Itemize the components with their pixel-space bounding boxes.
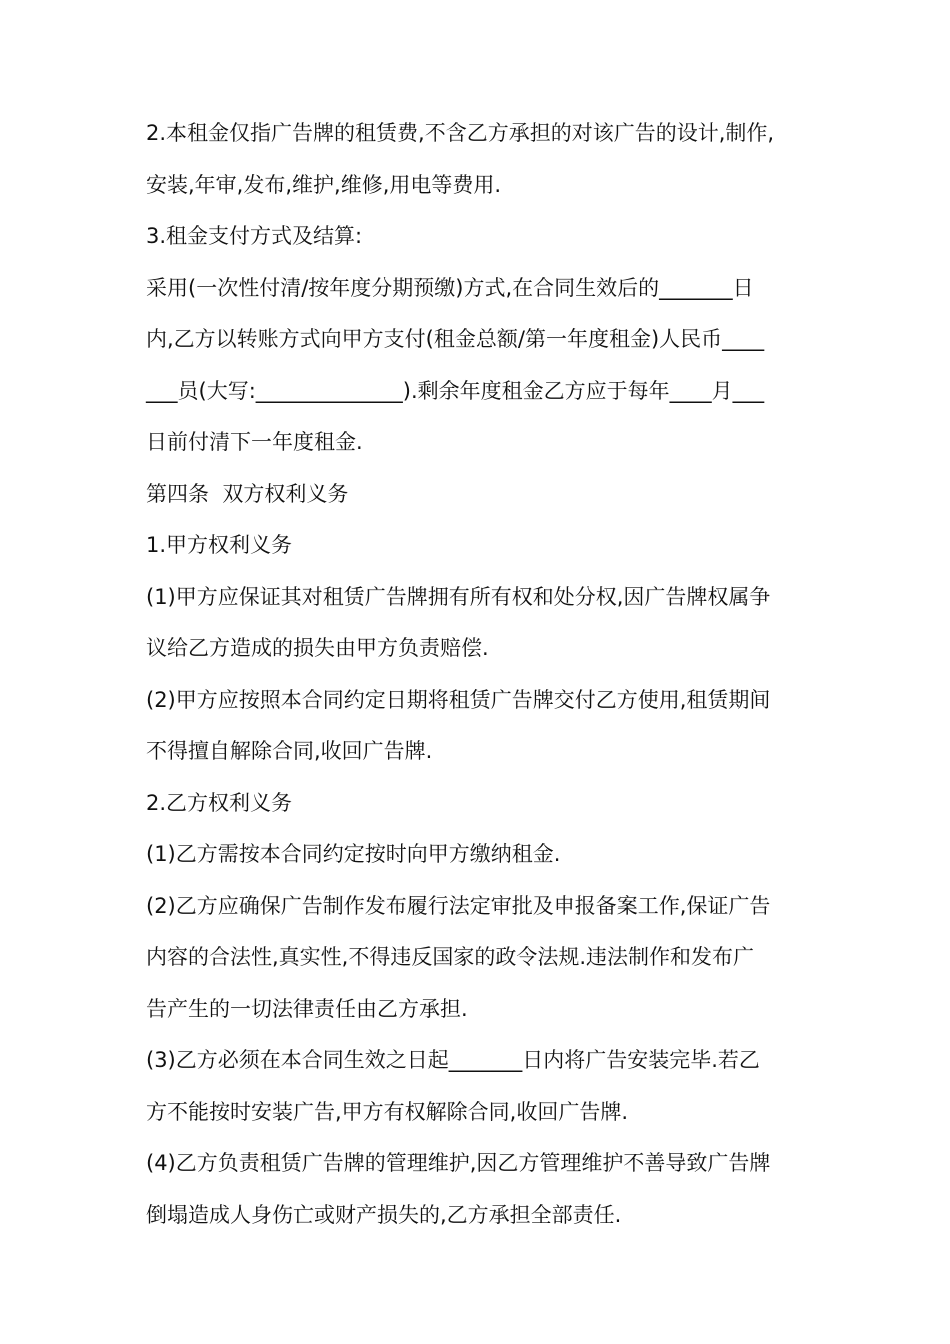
section-heading: 第四条 双方权利义务	[146, 481, 349, 506]
text-line: 2.本租金仅指广告牌的租赁费,不含乙方承担的对该广告的设计,制作,	[146, 121, 775, 145]
document-body	[146, 108, 810, 1241]
subsection-heading: 1.甲方权利义务	[146, 533, 293, 557]
text-line: 内容的合法性,真实性,不得违反国家的政令法规.违法制作和发布广	[146, 945, 755, 969]
text-line: ___员(大写:______________).剩余年度租金乙方应于每年____月___	[146, 378, 765, 403]
text-line: 议给乙方造成的损失由甲方负责赔偿.	[146, 636, 489, 660]
subsection-heading: 2.乙方权利义务	[146, 790, 293, 815]
text-line: 日前付清下一年度租金.	[146, 430, 363, 454]
text-line: (2)甲方应按照本合同约定日期将租赁广告牌交付乙方使用,租赁期间	[146, 687, 771, 712]
text-line: 告产生的一切法律责任由乙方承担.	[146, 996, 468, 1021]
text-line: 不得擅自解除合同,收回广告牌.	[146, 739, 433, 763]
text-line: 3.租金支付方式及结算:	[146, 224, 363, 248]
text-line: 方不能按时安装广告,甲方有权解除合同,收回广告牌.	[146, 1099, 629, 1124]
text-line: (3)乙方必须在本合同生效之日起_______日内将广告安装完毕.若乙	[146, 1048, 760, 1072]
text-line: 安装,年审,发布,维护,维修,用电等费用.	[146, 172, 502, 197]
text-line: 倒塌造成人身伤亡或财产损失的,乙方承担全部责任.	[146, 1202, 622, 1227]
text-line: 内,乙方以转账方式向甲方支付(租金总额/第一年度租金)人民币____	[146, 327, 765, 351]
text-line: (4)乙方负责租赁广告牌的管理维护,因乙方管理维护不善导致广告牌	[146, 1151, 771, 1175]
text-line: 采用(一次性付清/按年度分期预缴)方式,在合同生效后的_______日	[146, 275, 754, 300]
text-line: (1)乙方需按本合同约定按时向甲方缴纳租金.	[146, 842, 561, 866]
text-line: (2)乙方应确保广告制作发布履行法定审批及申报备案工作,保证广告	[146, 893, 771, 918]
text-line: (1)甲方应保证其对租赁广告牌拥有所有权和处分权,因广告牌权属争	[146, 584, 771, 609]
